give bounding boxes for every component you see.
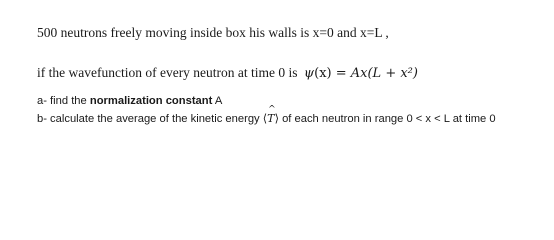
part-a-question [37,95,222,107]
part-b-suffix: ⟩ of each neutron in range 0 < x < L at time 0 [274,113,496,125]
kinetic-energy-operator: ^ T [267,112,274,125]
wavefunction-rhs: Ax(L + x²) [350,66,418,81]
part-a-prefix: a- find the [37,95,90,107]
part-a-suffix: A [212,95,223,107]
wavefunction-line [37,65,418,81]
wavefunction-intro: if the wavefunction of every neutron at time 0 is [37,65,298,80]
psi-symbol: ψ [303,66,315,81]
part-b-question [37,112,496,125]
wavefunction-equation [304,66,418,81]
wavefunction-lhs: (x) = [314,66,351,81]
part-a-bold-term: normalization constant [89,95,213,107]
problem-statement-line: 500 neutrons freely moving inside box his walls is x=0 and x=L , [37,25,389,40]
part-b-prefix: b- calculate the average of the kinetic energy ⟨ [37,113,268,125]
